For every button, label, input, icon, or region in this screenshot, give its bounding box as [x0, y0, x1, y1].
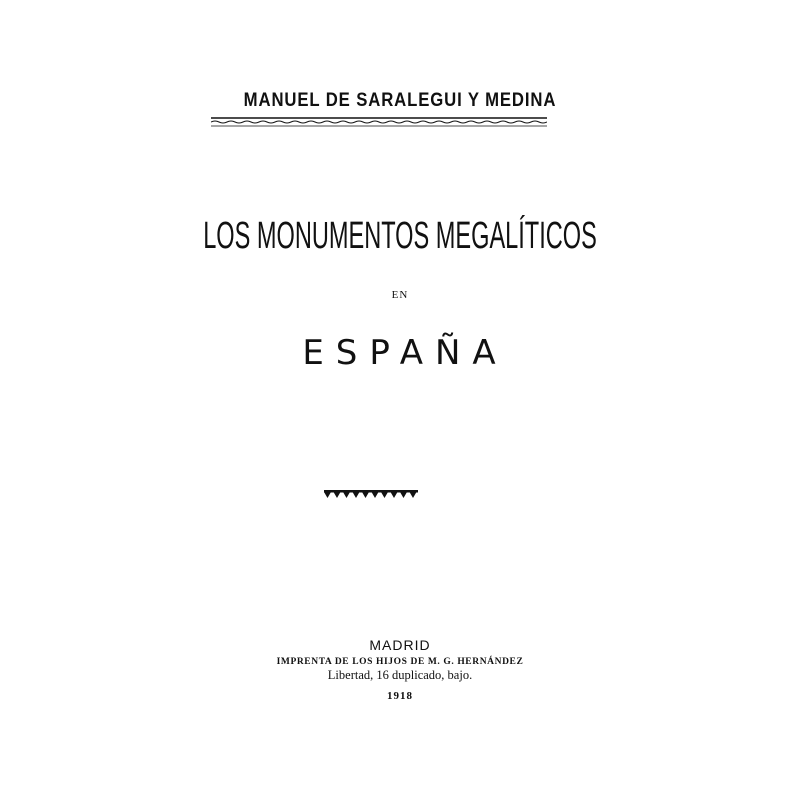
book-title: LOS MONUMENTOS MEGALÍTICOS: [203, 215, 597, 257]
author-name: MANUEL DE SARALEGUI Y MEDINA: [243, 90, 557, 111]
publication-year: 1918: [387, 690, 413, 702]
book-subtitle-country: ESPAÑA: [302, 333, 508, 373]
title-connector: EN: [391, 289, 409, 301]
wavy-double-rule: [211, 116, 547, 130]
printer-address: Libertad, 16 duplicado, bajo.: [327, 668, 473, 682]
printer-name: IMPRENTA DE LOS HIJOS DE M. G. HERNÁNDEZ: [276, 657, 524, 667]
triangle-row-divider: [324, 490, 418, 502]
publication-city: MADRID: [369, 637, 431, 653]
